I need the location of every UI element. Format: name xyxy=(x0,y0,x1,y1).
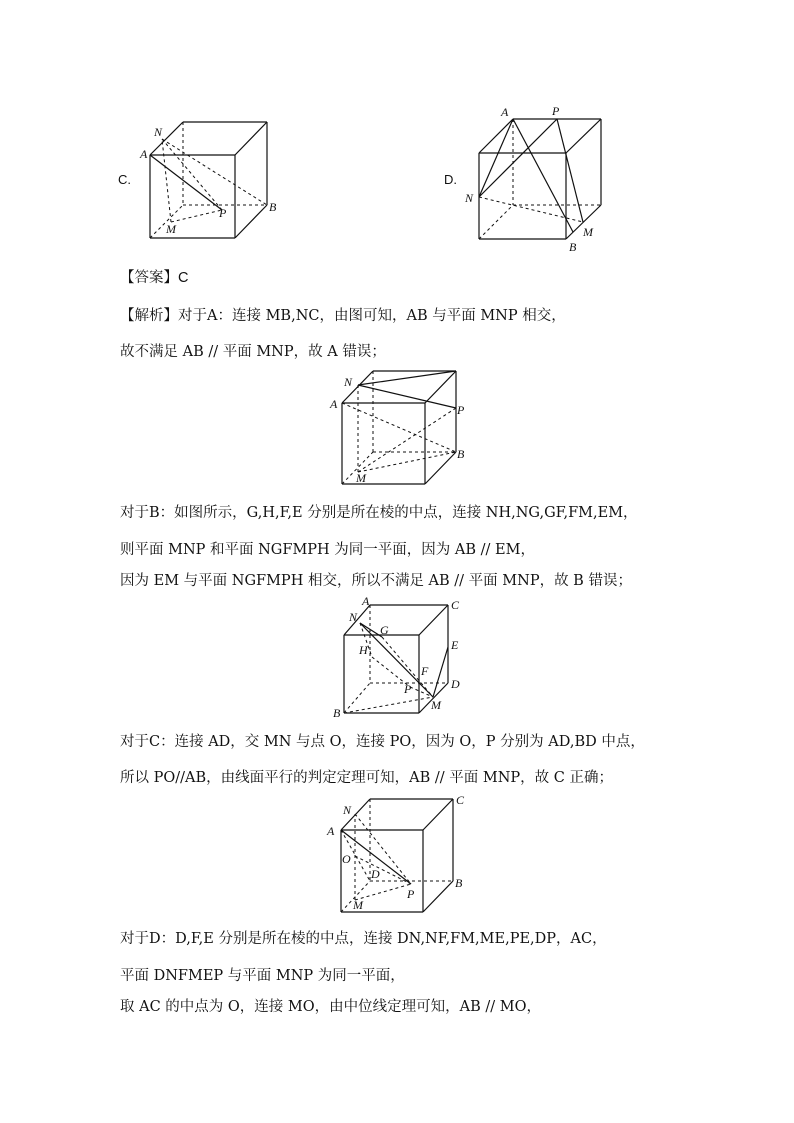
label-c: C xyxy=(456,793,465,807)
label-b: B xyxy=(569,240,577,254)
analysis-line-b2: 则平面 MNP 和平面 NGFMPH 为同一平面，因为 AB // EM， xyxy=(120,542,535,558)
figure-analysis-b xyxy=(330,594,480,722)
label-n: N xyxy=(344,375,353,389)
label-d: D xyxy=(371,867,380,881)
label-a: A xyxy=(501,105,509,119)
option-d-label: D. xyxy=(444,172,457,187)
analysis-line-d1: 对于D：D,F,E 分别是所在棱的中点，连接 DN,NF,FM,ME,PE,DP，AC， xyxy=(120,931,607,947)
label-p: P xyxy=(457,403,465,417)
label-m: M xyxy=(583,225,593,239)
analysis-line-a1: 【解析】对于A：连接 MB,NC，由图可知，AB 与平面 MNP 相交， xyxy=(120,308,566,324)
label-b: B xyxy=(269,200,277,214)
figure-analysis-a xyxy=(330,368,480,488)
label-n: N xyxy=(154,125,163,139)
label-n: N xyxy=(465,191,474,205)
label-e: E xyxy=(451,638,459,652)
label-a: A xyxy=(362,594,370,608)
label-h: H xyxy=(359,643,368,657)
label-p: P xyxy=(219,206,227,220)
analysis-line-a2: 故不满足 AB // 平面 MNP，故 A 错误； xyxy=(120,344,386,360)
label-d: D xyxy=(451,677,460,691)
label-n: N xyxy=(349,610,358,624)
label-m: M xyxy=(166,222,176,236)
analysis-line-d3: 取 AC 的中点为 O，连接 MO，由中位线定理可知，AB // MO， xyxy=(120,999,541,1015)
figure-option-c xyxy=(140,115,290,245)
label-b: B xyxy=(457,447,465,461)
label-b: B xyxy=(333,706,341,720)
label-f: F xyxy=(421,664,429,678)
answer-line: 【答案】C xyxy=(120,270,189,286)
label-g: G xyxy=(380,623,389,637)
label-m: M xyxy=(353,898,363,912)
label-a: A xyxy=(327,824,335,838)
label-p: P xyxy=(407,887,415,901)
label-b: B xyxy=(455,876,463,890)
label-c: C xyxy=(451,598,460,612)
label-m: M xyxy=(356,471,366,485)
label-a: A xyxy=(140,147,148,161)
label-m: M xyxy=(431,698,441,712)
label-o: O xyxy=(342,852,351,866)
analysis-line-c1: 对于C：连接 AD，交 MN 与点 O，连接 PO，因为 O，P 分别为 AD,BD 中点， xyxy=(120,734,645,750)
figure-option-d xyxy=(465,103,615,253)
figure-analysis-c xyxy=(325,792,475,917)
label-p: P xyxy=(404,682,412,696)
option-c-label: C. xyxy=(118,172,131,187)
label-p: P xyxy=(552,104,560,118)
analysis-line-d2: 平面 DNFMEP 与平面 MNP 为同一平面， xyxy=(120,968,405,984)
label-n: N xyxy=(343,803,352,817)
analysis-line-b3: 因为 EM 与平面 NGFMPH 相交，所以不满足 AB // 平面 MNP，故 B 错误； xyxy=(120,573,632,589)
label-a: A xyxy=(330,397,338,411)
analysis-line-c2: 所以 PO//AB，由线面平行的判定定理可知，AB // 平面 MNP，故 C 正确； xyxy=(120,770,613,786)
analysis-line-b1: 对于B：如图所示，G,H,F,E 分别是所在棱的中点，连接 NH,NG,GF,FM,EM， xyxy=(120,505,638,521)
